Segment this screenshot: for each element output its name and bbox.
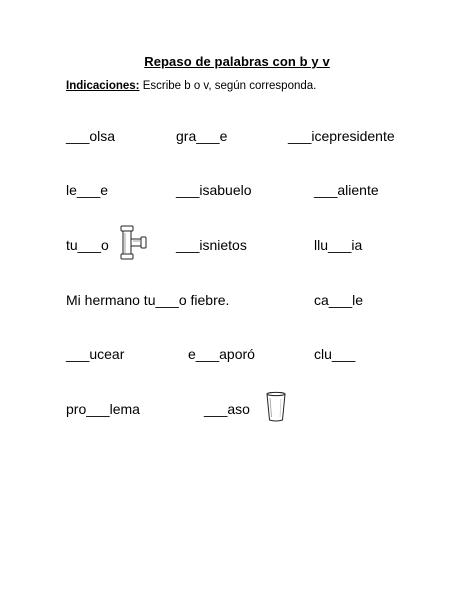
worksheet-title: Repaso de palabras con b y v	[144, 54, 330, 69]
word-item[interactable]: llu___ia	[314, 237, 363, 253]
word-item[interactable]: ___isnietos	[176, 237, 247, 253]
word-item[interactable]: tu___o	[66, 237, 109, 253]
instructions	[66, 80, 316, 92]
word-item[interactable]: le___e	[66, 182, 109, 198]
word-item[interactable]: gra___e	[176, 128, 228, 144]
word-item[interactable]: ___icepresidente	[288, 128, 395, 144]
word-item[interactable]: ___aso	[204, 401, 250, 417]
word-item[interactable]: ___aliente	[314, 182, 379, 198]
pipe-tee-icon	[112, 224, 150, 262]
word-item[interactable]: pro___lema	[66, 401, 140, 417]
word-item[interactable]: ca___le	[314, 292, 364, 308]
word-item[interactable]: ___ucear	[66, 346, 125, 362]
word-item[interactable]: e___aporó	[188, 346, 255, 362]
word-item[interactable]: clu___	[314, 346, 356, 362]
instructions-text: Escribe b o v, según corresponda.	[139, 80, 317, 92]
glass-icon	[264, 391, 288, 423]
word-item[interactable]: ___olsa	[66, 128, 116, 144]
word-item[interactable]: ___isabuelo	[176, 182, 252, 198]
sentence-item[interactable]: Mi hermano tu___o fiebre.	[66, 292, 230, 308]
instructions-label: Indicaciones:	[66, 80, 140, 92]
